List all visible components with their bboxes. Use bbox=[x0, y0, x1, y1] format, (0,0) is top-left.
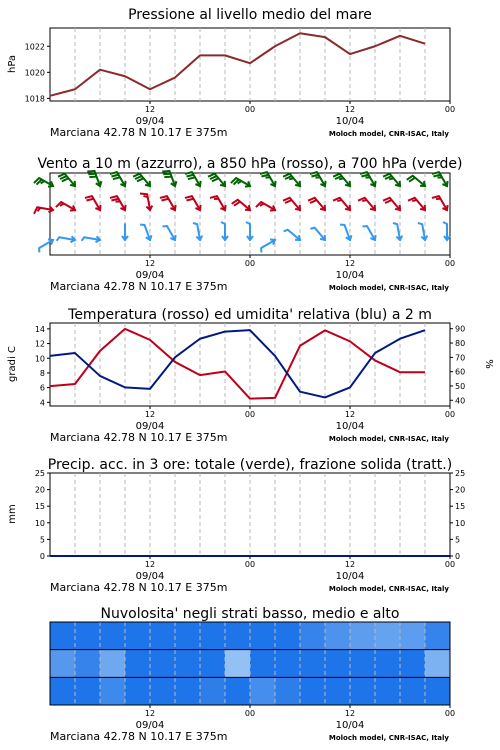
x-tick-label: 00 bbox=[244, 560, 256, 569]
x-tick-label: 12 bbox=[144, 410, 156, 419]
location-label: Marciana 42.78 N 10.17 E 375m bbox=[50, 280, 228, 293]
barb-feather bbox=[311, 175, 318, 177]
cloud-cell bbox=[175, 650, 201, 678]
wind-barb bbox=[231, 178, 250, 187]
y2-tick-label: 20 bbox=[455, 485, 466, 495]
y-tick-label: 10 bbox=[34, 518, 45, 528]
temperature-xticks bbox=[50, 406, 455, 444]
cloud-cell bbox=[250, 650, 276, 678]
wind-barb bbox=[133, 174, 150, 186]
barb-feather bbox=[113, 177, 120, 179]
precip-grid bbox=[35, 469, 465, 561]
barb-feather bbox=[140, 193, 147, 194]
x-tick-label: 12 bbox=[144, 560, 156, 569]
y-tick-label: 15 bbox=[34, 502, 45, 512]
x-tick-label: 12 bbox=[144, 709, 156, 718]
barb-feather bbox=[186, 199, 193, 201]
barb-feather bbox=[110, 172, 117, 174]
precip-ylabel: mm bbox=[7, 504, 18, 524]
pressure-ylabel: hPa bbox=[7, 54, 18, 74]
barb-feather bbox=[188, 177, 195, 179]
wind-barb bbox=[185, 196, 201, 210]
wind-barb bbox=[432, 172, 448, 186]
wind-barb bbox=[221, 222, 228, 240]
credit-label: Moloch model, CNR-ISAC, Italy bbox=[328, 585, 449, 593]
cloud-cell bbox=[400, 622, 426, 650]
cloud-cell bbox=[200, 650, 226, 678]
cloud-cell bbox=[250, 677, 276, 705]
wind-xticks bbox=[50, 255, 455, 293]
date-label: 09/04 bbox=[135, 720, 165, 731]
credit-label: Moloch model, CNR-ISAC, Italy bbox=[328, 734, 449, 742]
cloud-cell bbox=[225, 622, 251, 650]
cloud-cell bbox=[300, 650, 326, 678]
barb-feather bbox=[433, 175, 440, 177]
cloud-cell bbox=[250, 622, 276, 650]
temperature-grid bbox=[35, 323, 465, 407]
pressure-panel bbox=[7, 7, 455, 139]
cloud-cell bbox=[425, 622, 451, 650]
wind-barb bbox=[256, 202, 275, 211]
y-tick-label: 1020 bbox=[24, 68, 45, 78]
barb-feather bbox=[88, 174, 95, 175]
wind-panel bbox=[34, 156, 463, 293]
pressure-series-line bbox=[50, 33, 425, 96]
cloud-cell bbox=[425, 677, 451, 705]
barb-feather bbox=[160, 196, 167, 198]
cloud-cell bbox=[350, 677, 376, 705]
barb-feather bbox=[143, 196, 147, 197]
wind-barb bbox=[57, 236, 75, 242]
barb-feather bbox=[140, 224, 144, 225]
cloud-cell bbox=[125, 622, 151, 650]
barb-feather bbox=[85, 196, 92, 198]
pressure-grid bbox=[25, 28, 425, 103]
wind-barb bbox=[39, 239, 53, 252]
location-label: Marciana 42.78 N 10.17 E 375m bbox=[50, 431, 228, 444]
location-label: Marciana 42.78 N 10.17 E 375m bbox=[50, 581, 228, 594]
wind-barb bbox=[310, 228, 325, 240]
wind-barb bbox=[85, 196, 101, 210]
x-tick-label: 00 bbox=[244, 709, 256, 718]
cloud-cell bbox=[175, 677, 201, 705]
cloud-cell bbox=[125, 650, 151, 678]
barb-feather bbox=[82, 237, 85, 241]
cloud-cell bbox=[325, 650, 351, 678]
cloud-cell bbox=[100, 677, 126, 705]
cloud-cell bbox=[325, 677, 351, 705]
y-tick-label: 1022 bbox=[24, 42, 45, 52]
date-label: 10/04 bbox=[335, 116, 365, 127]
y-tick-label: 20 bbox=[34, 485, 45, 495]
barb-feather bbox=[161, 199, 168, 201]
cloud-cell bbox=[375, 677, 401, 705]
x-tick-label: 12 bbox=[144, 259, 156, 268]
wind-barb bbox=[383, 174, 400, 186]
pressure-xticks bbox=[50, 101, 455, 139]
cloud-cell bbox=[75, 622, 101, 650]
wind-barb bbox=[432, 196, 448, 210]
cloud-cell bbox=[50, 650, 76, 678]
wind-barb bbox=[82, 236, 100, 242]
y-tick-label: 5 bbox=[39, 535, 45, 545]
barb-feather bbox=[87, 171, 94, 172]
cloud-cell bbox=[375, 622, 401, 650]
x-tick-label: 12 bbox=[344, 709, 356, 718]
wind-barb bbox=[383, 198, 400, 210]
y-tick-label: 14 bbox=[34, 324, 45, 334]
barb-feather bbox=[261, 175, 268, 177]
cloud-cell bbox=[400, 650, 426, 678]
date-label: 09/04 bbox=[135, 116, 165, 127]
barb-feather bbox=[337, 200, 341, 201]
date-label: 09/04 bbox=[135, 571, 165, 582]
temperature-panel bbox=[7, 307, 494, 444]
wind-barb bbox=[122, 224, 128, 240]
barb-feather bbox=[418, 223, 422, 224]
cloud-cell bbox=[275, 650, 301, 678]
barb-feather bbox=[111, 199, 118, 201]
wind-barb bbox=[358, 198, 375, 210]
wind-barb bbox=[333, 198, 350, 210]
cloud-cell bbox=[100, 622, 126, 650]
y2-tick-label: 10 bbox=[455, 518, 466, 528]
cloud-cell bbox=[275, 622, 301, 650]
cloud-panel bbox=[50, 606, 455, 743]
cloud-cell bbox=[150, 650, 176, 678]
temperature-series-line bbox=[50, 329, 425, 399]
barb-feather bbox=[57, 237, 60, 241]
credit-label: Moloch model, CNR-ISAC, Italy bbox=[328, 435, 449, 443]
barb-feather bbox=[361, 175, 368, 177]
barb-feather bbox=[362, 200, 366, 201]
wind-barb bbox=[360, 172, 376, 186]
temperature-title: Temperatura (rosso) ed umidita' relativa (blu) a 2 m bbox=[68, 307, 432, 323]
barb-feather bbox=[86, 199, 93, 201]
barb-shaft bbox=[288, 230, 300, 240]
precip-panel bbox=[7, 457, 465, 594]
barb-feather bbox=[389, 178, 393, 179]
x-tick-label: 00 bbox=[444, 560, 456, 569]
cloud-cell bbox=[175, 622, 201, 650]
barb-feather bbox=[163, 174, 170, 175]
y2-tick-label: 25 bbox=[455, 469, 466, 478]
barb-feather bbox=[412, 200, 416, 201]
location-label: Marciana 42.78 N 10.17 E 375m bbox=[50, 730, 228, 743]
x-tick-label: 12 bbox=[344, 105, 356, 114]
temperature-marks bbox=[50, 329, 425, 399]
date-label: 10/04 bbox=[335, 270, 365, 281]
date-label: 10/04 bbox=[335, 571, 365, 582]
y2-tick-label: 50 bbox=[455, 381, 466, 391]
date-label: 10/04 bbox=[335, 421, 365, 432]
precip-title: Precip. acc. in 3 ore: totale (verde), frazione solida (tratt.) bbox=[47, 457, 453, 473]
credit-label: Moloch model, CNR-ISAC, Italy bbox=[328, 284, 449, 292]
cloud-cell bbox=[225, 677, 251, 705]
barb-feather bbox=[111, 175, 118, 177]
cloud-cell bbox=[425, 650, 451, 678]
cloud-title: Nuvolosita' negli strati basso, medio e alto bbox=[100, 606, 400, 622]
cloud-cell bbox=[125, 677, 151, 705]
y2-tick-label: 80 bbox=[455, 339, 466, 349]
date-label: 09/04 bbox=[135, 421, 165, 432]
y2-tick-label: 15 bbox=[455, 502, 466, 512]
barb-feather bbox=[246, 222, 250, 224]
wind-barb bbox=[163, 226, 176, 240]
x-tick-label: 12 bbox=[344, 259, 356, 268]
wind-barb bbox=[260, 172, 276, 186]
x-tick-label: 00 bbox=[244, 410, 256, 419]
barb-shaft bbox=[315, 228, 325, 240]
cloud-cell bbox=[325, 622, 351, 650]
cloud-cell bbox=[375, 650, 401, 678]
barb-feather bbox=[289, 178, 293, 179]
barb-feather bbox=[339, 178, 343, 179]
y2-tick-label: 70 bbox=[455, 353, 466, 363]
wind-barb bbox=[58, 174, 75, 186]
wind-barb bbox=[232, 200, 250, 210]
wind-barb bbox=[408, 198, 425, 210]
temperature-ylabel: gradi C bbox=[7, 346, 18, 382]
cloud-cell bbox=[50, 622, 76, 650]
wind-barb bbox=[418, 223, 427, 240]
x-tick-label: 00 bbox=[244, 259, 256, 268]
wind-barb bbox=[283, 174, 300, 186]
wind-barb bbox=[283, 198, 300, 210]
wind-barb bbox=[210, 196, 226, 210]
location-label: Marciana 42.78 N 10.17 E 375m bbox=[50, 126, 228, 139]
wind-barb bbox=[284, 230, 300, 240]
barb-feather bbox=[284, 230, 288, 232]
barb-feather bbox=[185, 196, 192, 198]
wind-barbs bbox=[34, 171, 450, 252]
cloud-cell bbox=[275, 677, 301, 705]
cloud-cell bbox=[75, 650, 101, 678]
pressure-title: Pressione al livello medio del mare bbox=[128, 7, 372, 23]
x-tick-label: 12 bbox=[144, 105, 156, 114]
barb-feather bbox=[260, 172, 267, 174]
y-tick-label: 25 bbox=[34, 469, 45, 478]
barb-feather bbox=[110, 196, 117, 198]
cloud-cell bbox=[200, 622, 226, 650]
wind-barb bbox=[363, 226, 376, 240]
cloud-cell bbox=[75, 677, 101, 705]
barb-feather bbox=[210, 196, 217, 198]
cloud-cell bbox=[200, 677, 226, 705]
y2-tick-label: 0 bbox=[455, 552, 461, 561]
y-tick-label: 10 bbox=[34, 354, 45, 364]
cloud-cell bbox=[300, 677, 326, 705]
y-tick-label: 8 bbox=[39, 368, 45, 378]
cloud-cell bbox=[150, 622, 176, 650]
barb-feather bbox=[34, 207, 37, 214]
wind-barb bbox=[246, 222, 253, 240]
y2-tick-label: 5 bbox=[455, 535, 461, 545]
cloud-cell bbox=[350, 650, 376, 678]
cloud-cell bbox=[400, 677, 426, 705]
x-tick-label: 00 bbox=[244, 105, 256, 114]
barb-feather bbox=[310, 228, 314, 229]
wind-barb bbox=[56, 202, 75, 211]
barb-feather bbox=[185, 172, 192, 174]
y2-tick-label: 90 bbox=[455, 324, 466, 334]
wind-title: Vento a 10 m (azzurro), a 850 hPa (rosso), a 700 hPa (verde) bbox=[37, 156, 463, 172]
barb-feather bbox=[162, 171, 169, 172]
x-tick-label: 12 bbox=[344, 560, 356, 569]
y-tick-label: 4 bbox=[39, 398, 45, 408]
y-tick-label: 6 bbox=[39, 383, 45, 393]
cloud-cell bbox=[225, 650, 251, 678]
wind-barb bbox=[193, 223, 202, 240]
cloud-cell bbox=[150, 677, 176, 705]
barb-feather bbox=[340, 224, 344, 225]
pressure-marks bbox=[50, 33, 425, 96]
cloud-xticks bbox=[50, 705, 455, 743]
precip-xticks bbox=[50, 556, 455, 594]
x-tick-label: 00 bbox=[444, 410, 456, 419]
credit-label: Moloch model, CNR-ISAC, Italy bbox=[328, 130, 449, 138]
cloud-cell bbox=[100, 650, 126, 678]
x-tick-label: 12 bbox=[344, 410, 356, 419]
wind-barb bbox=[110, 172, 126, 186]
cloud-cell bbox=[300, 622, 326, 650]
x-tick-label: 00 bbox=[444, 105, 456, 114]
wind-barb bbox=[261, 239, 275, 252]
barb-feather bbox=[432, 196, 439, 198]
date-label: 09/04 bbox=[135, 270, 165, 281]
cloud-cell bbox=[50, 677, 76, 705]
y-tick-label: 0 bbox=[39, 552, 45, 561]
barb-feather bbox=[443, 222, 447, 224]
barb-feather bbox=[89, 177, 96, 178]
x-tick-label: 00 bbox=[444, 259, 456, 268]
y-tick-label: 12 bbox=[34, 339, 45, 349]
wind-barb bbox=[110, 196, 126, 210]
wind-barb bbox=[160, 196, 176, 210]
barb-feather bbox=[310, 172, 317, 174]
y2-tick-label: 40 bbox=[455, 396, 466, 406]
wind-barb bbox=[393, 223, 402, 240]
wind-barb bbox=[443, 222, 450, 240]
barb-feather bbox=[432, 172, 439, 174]
barb-feather bbox=[393, 223, 397, 224]
barb-feather bbox=[193, 223, 197, 224]
y2-tick-label: 60 bbox=[455, 367, 466, 377]
y-tick-label: 1018 bbox=[24, 94, 45, 104]
barb-feather bbox=[221, 222, 225, 224]
wind-barb bbox=[308, 198, 325, 210]
wind-barb bbox=[208, 174, 225, 186]
wind-barb bbox=[333, 174, 350, 186]
barb-feather bbox=[360, 172, 367, 174]
wind-barb bbox=[185, 172, 201, 186]
wind-barb bbox=[407, 176, 425, 186]
barb-feather bbox=[186, 175, 193, 177]
wind-barb bbox=[310, 172, 326, 186]
date-label: 10/04 bbox=[335, 720, 365, 731]
barb-feather bbox=[164, 177, 171, 178]
cloud-cell bbox=[350, 622, 376, 650]
humidity-ylabel: % bbox=[483, 359, 494, 369]
x-tick-label: 00 bbox=[444, 709, 456, 718]
humidity-series-line bbox=[50, 330, 425, 397]
